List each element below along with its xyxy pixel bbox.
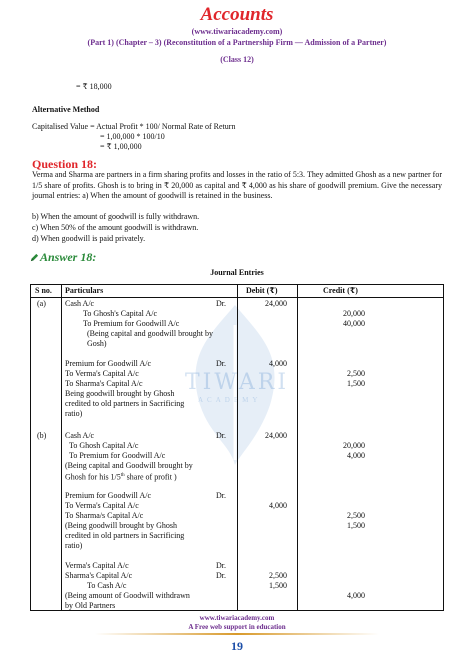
a2-debit: 4,000	[269, 359, 287, 368]
footer-url[interactable]: www.tiwariacademy.com	[199, 614, 275, 622]
b1-line-5	[65, 471, 177, 482]
a2-line-3: To Sharma's Capital A/c	[65, 379, 143, 388]
sno-b: (b)	[37, 431, 47, 440]
question-part-d: d) When goodwill is paid privately.	[32, 234, 146, 243]
answer-label	[30, 250, 96, 265]
b3-debit-1: 2,500	[269, 571, 287, 580]
a1-dr: Dr.	[216, 299, 226, 308]
answer-label-text: Answer 18:	[40, 250, 97, 264]
b2-line-6: ratio)	[65, 541, 83, 550]
header-credit: Credit (₹)	[323, 286, 358, 295]
b1-credit-2: 4,000	[347, 451, 365, 460]
a1-line-5: Gosh)	[87, 339, 107, 348]
alt-method-heading: Alternative Method	[32, 105, 100, 114]
a2-credit-1: 2,500	[347, 369, 365, 378]
header-sno: S no.	[35, 286, 52, 295]
b3-line-5: by Old Partners	[65, 601, 116, 610]
b1-line-1: Cash A/c	[65, 431, 95, 440]
journal-table	[30, 284, 444, 611]
header-subtitle: (Part 1) (Chapter – 3) (Reconstitution of a Partnership Firm — Admission of a Partner)	[87, 38, 387, 47]
question-text: Verma and Sharma are partners in a firm sharing profits and losses in the ratio of 5:3. They admitted Ghosh as a new partner for 1/5 share of profits. Ghosh is to bring in ₹ 20,000 as capital and ₹ 4,000 as his share of goodwill premium. Give the necessary journal entries: a) When the amount of goodwill is retained in the business.	[32, 170, 442, 201]
a1-line-1: Cash A/c	[65, 299, 95, 308]
alt-line-2: = 1,00,000 * 100/10	[100, 132, 165, 141]
alt-line-1: Capitalised Value = Actual Profit * 100/ Normal Rate of Return	[32, 122, 236, 131]
b3-dr-1: Dr.	[216, 561, 226, 570]
b3-debit-2: 1,500	[269, 581, 287, 590]
b2-line-2: To Verma's Capital A/c	[65, 501, 139, 510]
b1-debit: 24,000	[265, 431, 287, 440]
b1-line-2: To Ghosh Capital A/c	[69, 441, 139, 450]
header-debit: Debit (₹)	[246, 286, 278, 295]
b1-credit-1: 20,000	[343, 441, 365, 450]
a1-line-2: To Ghosh's Capital A/c	[83, 309, 157, 318]
a1-credit-2: 40,000	[343, 319, 365, 328]
a2-line-1: Premium for Goodwill A/c	[65, 359, 151, 368]
a2-dr: Dr.	[216, 359, 226, 368]
b1-dr: Dr.	[216, 431, 226, 440]
b2-debit: 4,000	[269, 501, 287, 510]
b3-line-2: Sharma's Capital A/c	[65, 571, 133, 580]
b3-line-3: To Cash A/c	[87, 581, 127, 590]
a1-credit-1: 20,000	[343, 309, 365, 318]
watermark-subtext: ACADEMY	[198, 396, 262, 404]
pencil-icon	[30, 253, 39, 262]
previous-result: = ₹ 18,000	[76, 82, 112, 91]
b3-line-4: (Being amount of Goodwill withdrawn	[65, 591, 190, 600]
question-part-b: b) When the amount of goodwill is fully withdrawn.	[32, 212, 200, 221]
b2-dr: Dr.	[216, 491, 226, 500]
a1-line-3: To Premium for Goodwill A/c	[83, 319, 180, 328]
footer-divider	[95, 633, 379, 635]
a2-line-4: Being goodwill brought by Ghosh	[65, 389, 175, 398]
a1-debit: 24,000	[265, 299, 287, 308]
b2-credit-1: 2,500	[347, 511, 365, 520]
a1-line-4: (Being capital and goodwill brought by	[87, 329, 213, 338]
a2-line-6: ratio)	[65, 409, 83, 418]
b3-credit-1: 4,000	[347, 591, 365, 600]
watermark-text: TIWARI	[185, 370, 290, 395]
question-label: Question 18:	[32, 157, 98, 171]
b2-line-5: credited in old partners in Sacrificing	[65, 531, 185, 540]
journal-title: Journal Entries	[210, 268, 264, 277]
a2-line-5: credited to old partners in Sacrificing	[65, 399, 185, 408]
b1-line-5b: share of profit )	[124, 472, 177, 482]
alt-line-3: = ₹ 1,00,000	[100, 142, 142, 151]
b2-line-1: Premium for Goodwill A/c	[65, 491, 151, 500]
class-label: (Class 12)	[220, 55, 254, 64]
b2-line-4: (Being goodwill brought by Ghosh	[65, 521, 177, 530]
b3-dr-2: Dr.	[216, 571, 226, 580]
b1-line-4: (Being capital and Goodwill brought by	[65, 461, 193, 470]
b1-line-5a: Ghosh for his 1/5	[65, 472, 121, 482]
page-number: 19	[231, 639, 243, 653]
b3-line-1: Verma's Capital A/c	[65, 561, 129, 570]
sno-a: (a)	[37, 299, 46, 308]
b1-line-3: To Premium for Goodwill A/c	[69, 451, 166, 460]
b2-line-3: To Sharma/s Capital A/c	[65, 511, 144, 520]
b1-sup: th	[120, 473, 125, 478]
question-part-c: c) When 50% of the amount goodwill is withdrawn.	[32, 223, 199, 232]
page-title: Accounts	[200, 4, 274, 25]
header-url: (www.tiwariacademy.com)	[191, 27, 283, 36]
footer-tagline: A Free web support in education	[188, 623, 286, 631]
a2-credit-2: 1,500	[347, 379, 365, 388]
b2-credit-2: 1,500	[347, 521, 365, 530]
a2-line-2: To Verma's Capital A/c	[65, 369, 139, 378]
header-particulars: Particulars	[65, 286, 104, 295]
